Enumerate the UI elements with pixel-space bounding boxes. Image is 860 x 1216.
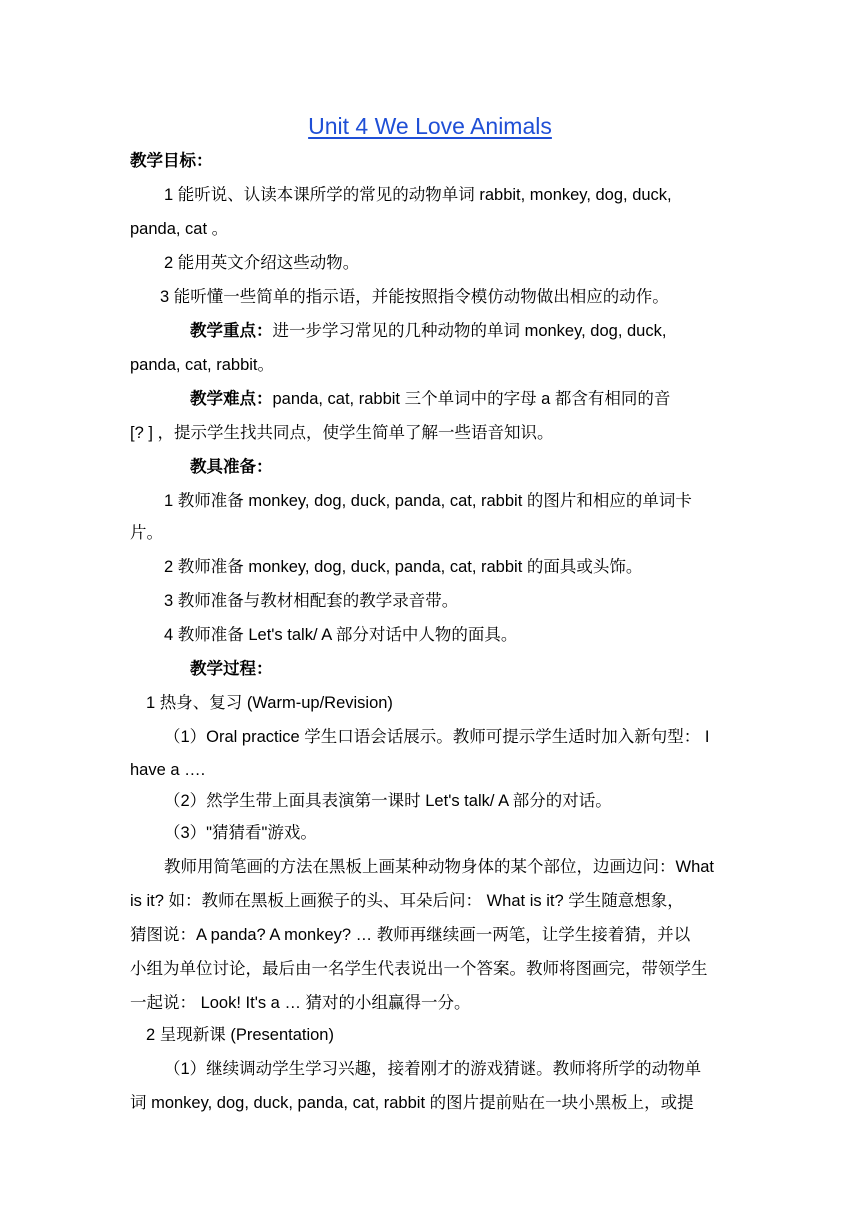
game-desc-2: is it? 如：教师在黑板上画猴子的头、耳朵后问： What is it? 学生随意想象， xyxy=(130,892,684,910)
step-1-heading: 1 热身、复习 (Warm-up/Revision) xyxy=(146,694,393,712)
key-points-text: 进一步学习常见的几种动物的单词 monkey, dog, duck, xyxy=(272,322,667,340)
game-desc-1: 教师用简笔画的方法在黑板上画某种动物身体的某个部位，边画边问：What xyxy=(164,858,715,876)
objective-1: 1 能听说、认读本课所学的常见的动物单词 rabbit, monkey, dog, duck, xyxy=(164,186,672,204)
game-desc-3: 猜图说：A panda? A monkey? … 教师再继续画一两笔，让学生接着猜，并以 xyxy=(130,926,691,944)
material-2: 2 教师准备 monkey, dog, duck, panda, cat, rabbit 的面具或头饰。 xyxy=(164,558,643,576)
document-title[interactable]: Unit 4 We Love Animals xyxy=(308,113,552,139)
objective-3: 3 能听懂一些简单的指示语，并能按照指令模仿动物做出相应的动作。 xyxy=(160,288,669,306)
heading-process: 教学过程： xyxy=(190,660,273,678)
material-1: 1 教师准备 monkey, dog, duck, panda, cat, rabbit 的图片和相应的单词卡 xyxy=(164,492,692,510)
step-2-heading: 2 呈现新课 (Presentation) xyxy=(146,1026,334,1044)
material-3: 3 教师准备与教材相配套的教学录音带。 xyxy=(164,592,459,610)
step-2-item-1: （1）继续调动学生学习兴趣，接着刚才的游戏猜谜。教师将所学的动物单 xyxy=(164,1060,702,1078)
step-1-item-1: （1）Oral practice 学生口语会话展示。教师可提示学生适时加入新句型： I xyxy=(164,728,710,746)
material-4: 4 教师准备 Let's talk/ A 部分对话中人物的面具。 xyxy=(164,626,518,644)
heading-difficulties: 教学难点： xyxy=(190,390,273,408)
objective-2: 2 能用英文介绍这些动物。 xyxy=(164,254,360,272)
game-desc-5: 一起说： Look! It's a … 猜对的小组赢得一分。 xyxy=(130,994,471,1012)
difficulties-text: panda, cat, rabbit 三个单词中的字母 a 都含有相同的音 xyxy=(272,390,671,408)
game-desc-4: 小组为单位讨论，最后由一名学生代表说出一个答案。教师将图画完，带领学生 xyxy=(130,960,708,978)
material-1-cont: 片。 xyxy=(130,524,163,542)
step-1-item-2: （2）然学生带上面具表演第一课时 Let's talk/ A 部分的对话。 xyxy=(164,792,612,810)
step-1-item-3: （3）"猜猜看"游戏。 xyxy=(164,824,317,842)
key-points-cont: panda, cat, rabbit。 xyxy=(130,356,275,374)
heading-objectives: 教学目标： xyxy=(130,152,213,170)
step-1-item-1-cont: have a …. xyxy=(130,761,206,779)
heading-key-points: 教学重点： xyxy=(190,322,273,340)
objective-1-cont: panda, cat 。 xyxy=(130,220,229,238)
step-2-item-1-cont: 词 monkey, dog, duck, panda, cat, rabbit 的图片提前贴在一块小黑板上，或提 xyxy=(130,1094,694,1112)
difficulties-cont: [? ] ，提示学生找共同点，使学生简单了解一些语音知识。 xyxy=(130,424,554,442)
heading-materials: 教具准备： xyxy=(190,458,273,476)
